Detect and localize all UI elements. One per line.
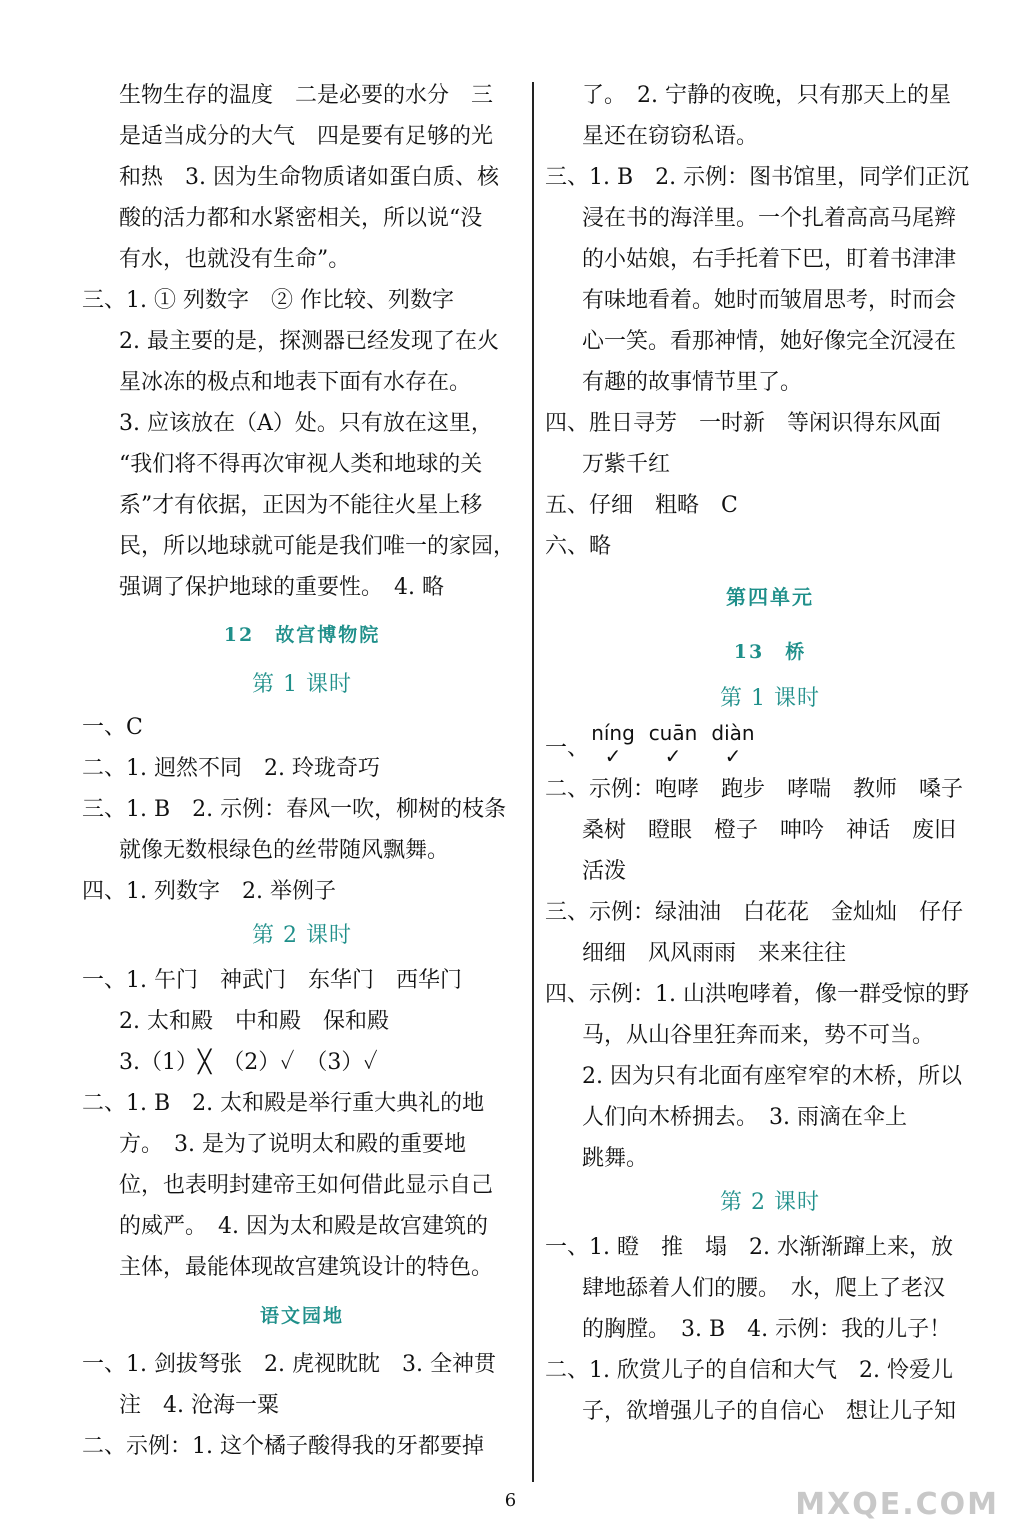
text-line: 强调了保护地球的重要性。 4. 略 (119, 575, 444, 600)
text-line: 的威严。 4. 因为太和殿是故宫建筑的 (119, 1214, 488, 1239)
pinyin-answer: cuān (648, 721, 698, 745)
text-line: 浸在书的海洋里。一个扎着高高马尾辫 (582, 206, 957, 231)
left-column (82, 75, 522, 1467)
text-line: 2. 最主要的是，探测器已经发现了在火 (119, 329, 499, 354)
text-line: “我们将不得再次审视人类和地球的关 (119, 452, 483, 477)
right-column (545, 75, 995, 1432)
text-line: 四、1. 列数字 2. 举例子 (82, 879, 336, 904)
text-line: 马，从山谷里狂奔而来，势不可当。 (582, 1023, 935, 1048)
text-line: 四、胜日寻芳 一时新 等闲识得东风面 (545, 411, 942, 436)
text-line: 的小姑娘，右手托着下巴，盯着书津津 (582, 247, 957, 272)
text-line: 2. 因为只有北面有座窄窄的木桥，所以 (582, 1064, 962, 1089)
pinyin-answer: níng (591, 721, 635, 745)
text-line: 一、1. 瞪 推 塌 2. 水渐渐蹿上来，放 (545, 1235, 953, 1260)
text-line: 3.（1）╳ （2）✓ （3）✓ (119, 1050, 378, 1075)
text-line: 有味地看着。她时而皱眉思考，时而会 (582, 288, 957, 313)
check-mark-icon: ✓ (664, 744, 682, 768)
lesson-title: 第 2 课时 (720, 1190, 820, 1215)
text-line: 三、1. ① 列数字 ② 作比较、列数字 (82, 288, 454, 313)
text-line: 三、示例：绿油油 白花花 金灿灿 仔仔 (545, 900, 964, 925)
text-line: 二、1. 迥然不同 2. 玲珑奇巧 (82, 756, 380, 781)
pinyin-answer: diàn (711, 721, 755, 745)
text-line: 是适当成分的大气 四是要有足够的光 (119, 124, 494, 149)
text-line: 四、示例：1. 山洪咆哮着，像一群受惊的野 (545, 982, 969, 1007)
text-line: 2. 太和殿 中和殿 保和殿 (119, 1009, 389, 1034)
unit-title: 第四单元 (726, 585, 814, 609)
page-number: 6 (504, 1490, 517, 1511)
text-line: 活泼 (582, 859, 627, 884)
check-mark-icon: ✓ (724, 744, 742, 768)
text-line: 桑树 瞪眼 橙子 呻吟 神话 废旧 (582, 818, 957, 843)
text-line: 生物生存的温度 二是必要的水分 三 (119, 83, 494, 108)
text-line: 系”才有依据，正因为不能往火星上移 (119, 493, 483, 518)
text-line: 五、仔细 粗略 C (545, 493, 738, 518)
watermark-logo: MXQE.COM (795, 1487, 999, 1522)
text-line: 的胸膛。 3. B 4. 示例：我的儿子！ (582, 1317, 952, 1342)
text-line: 二、示例：咆哮 跑步 哮喘 教师 嗓子 (545, 777, 964, 802)
text-line: 有趣的故事情节里了。 (582, 370, 803, 395)
check-mark-icon: ✓ (604, 744, 622, 768)
text-line: 三、1. B 2. 示例：春风一吹，柳树的枝条 (82, 797, 507, 822)
text-line: 3. 应该放在（A）处。只有放在这里， (119, 411, 493, 436)
text-line: 二、1. B 2. 太和殿是举行重大典礼的地 (82, 1091, 485, 1116)
text-line: 方。 3. 是为了说明太和殿的重要地 (119, 1132, 466, 1157)
text-line: 星还在窃窃私语。 (582, 124, 759, 149)
text-line: 民，所以地球就可能是我们唯一的家园， (119, 534, 516, 559)
text-line: 注 4. 沧海一粟 (119, 1393, 279, 1418)
text-line: 一、1. 午门 神武门 东华门 西华门 (82, 968, 462, 993)
text-line: 一、1. 剑拔弩张 2. 虎视眈眈 3. 全神贯 (82, 1352, 496, 1377)
question-number: 一、 (545, 736, 590, 761)
text-line: 子，欲增强儿子的自信心 想让儿子知 (582, 1399, 957, 1424)
text-line: 了。 2. 宁静的夜晚，只有那天上的星 (582, 83, 951, 108)
pinyin-question (545, 721, 995, 769)
text-line: 跳舞。 (582, 1146, 649, 1171)
text-line: 主体，最能体现故宫建筑设计的特色。 (119, 1255, 494, 1280)
text-line: 心一笑。看那神情，她好像完全沉浸在 (582, 329, 957, 354)
text-line: 万紫千红 (582, 452, 671, 477)
lesson-title: 第 1 课时 (720, 686, 820, 711)
section-title-palace-museum: 12 故宫博物院 (223, 624, 381, 646)
section-title-chinese-garden: 语文园地 (259, 1305, 344, 1327)
text-line: 肆地舔着人们的腰。 水，爬上了老汉 (582, 1276, 946, 1301)
text-line: 星冰冻的极点和地表下面有水存在。 (119, 370, 472, 395)
text-line: 就像无数根绿色的丝带随风飘舞。 (119, 838, 450, 863)
text-line: 二、示例：1. 这个橘子酸得我的牙都要掉 (82, 1434, 484, 1459)
text-line: 位，也表明封建帝王如何借此显示自己 (119, 1173, 494, 1198)
text-line: 一、C (82, 715, 143, 740)
text-line: 六、略 (545, 534, 612, 559)
section-title-bridge: 13 桥 (733, 641, 807, 663)
text-line: 有水，也就没有生命”。 (119, 247, 351, 272)
text-line: 三、1. B 2. 示例：图书馆里，同学们正沉 (545, 165, 970, 190)
column-divider (532, 82, 534, 1482)
lesson-title: 第 1 课时 (252, 672, 352, 697)
text-line: 人们向木桥拥去。 3. 雨滴在伞上 (582, 1105, 907, 1130)
text-line: 和热 3. 因为生命物质诸如蛋白质、核 (119, 165, 499, 190)
text-line: 二、1. 欣赏儿子的自信和大气 2. 怜爱儿 (545, 1358, 953, 1383)
text-line: 酸的活力都和水紧密相关，所以说“没 (119, 206, 483, 231)
text-line: 细细 风风雨雨 来来往往 (582, 941, 847, 966)
lesson-title: 第 2 课时 (252, 923, 352, 948)
